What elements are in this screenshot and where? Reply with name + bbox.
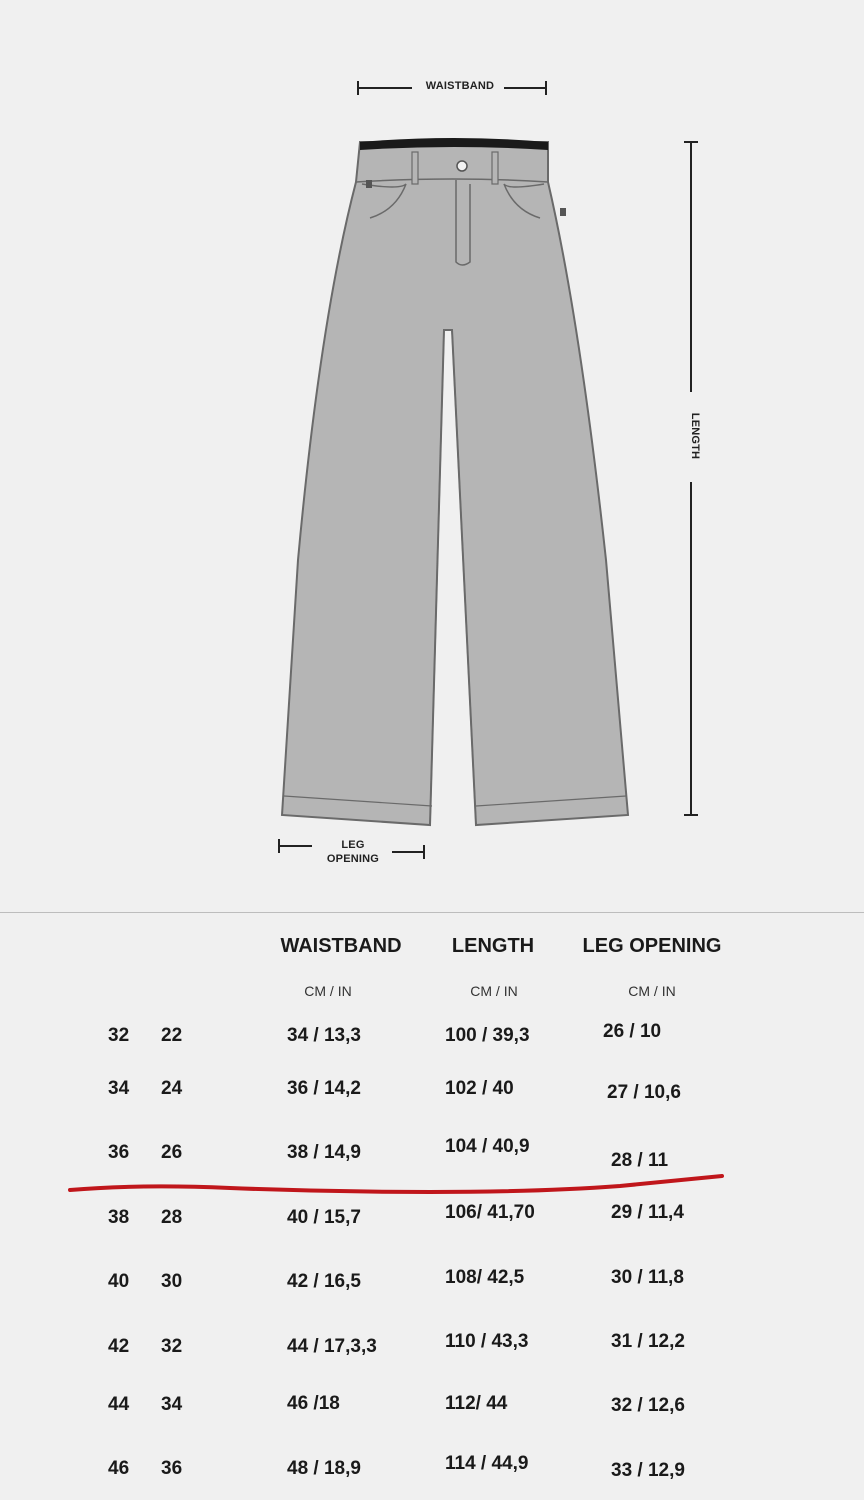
- table-row: [0, 1453, 864, 1488]
- section-divider: [0, 912, 864, 913]
- leg-opening-cell: 29 / 11,4: [611, 1202, 684, 1223]
- length-cell: 108/ 42,5: [445, 1267, 525, 1288]
- leg-opening-cell: 33 / 12,9: [611, 1460, 685, 1481]
- waistband-cell: 46 /18: [287, 1393, 340, 1414]
- eu-size-cell: 32: [161, 1336, 183, 1357]
- length-cell: 106/ 41,70: [445, 1202, 535, 1223]
- length-cell: 102 / 40: [445, 1078, 514, 1099]
- waistband-cell: 42 / 16,5: [287, 1271, 361, 1292]
- length-cell: 114 / 44,9: [445, 1453, 529, 1474]
- eu-size-cell: 28: [161, 1207, 183, 1228]
- size-cell: 44: [108, 1394, 130, 1415]
- leg-opening-cell: 32 / 12,6: [611, 1395, 685, 1416]
- leg-opening-cell: 31 / 12,2: [611, 1331, 685, 1352]
- waistband-cell: 40 / 15,7: [287, 1207, 361, 1228]
- waistband-cell: 44 / 17,3,3: [287, 1336, 377, 1357]
- waistband-cell: 38 / 14,9: [287, 1142, 361, 1163]
- leg-opening-cell: 30 / 11,8: [611, 1267, 684, 1288]
- size-cell: 38: [108, 1207, 130, 1228]
- size-cell: 34: [108, 1078, 130, 1099]
- size-cell: 42: [108, 1336, 130, 1357]
- leg-opening-label: [318, 838, 388, 866]
- waistband-cell: 34 / 13,3: [287, 1025, 361, 1046]
- size-cell: 40: [108, 1271, 130, 1292]
- waistband-cell: 36 / 14,2: [287, 1078, 361, 1099]
- eu-size-cell: 24: [161, 1078, 183, 1099]
- header-leg-opening: LEG OPENING: [582, 935, 722, 957]
- length-cell: 104 / 40,9: [445, 1136, 530, 1157]
- leg-opening-cell: 27 / 10,6: [607, 1082, 681, 1103]
- table-row: [0, 1078, 864, 1108]
- table-row: [0, 1267, 864, 1301]
- table-row: [0, 1202, 864, 1237]
- eu-size-cell: 30: [161, 1271, 183, 1292]
- header-waistband: WAISTBAND: [280, 935, 402, 957]
- leg-opening-label-line1: LEG: [341, 839, 365, 851]
- waistband-label: WAISTBAND: [425, 80, 495, 92]
- leg-opening-cell: 26 / 10: [603, 1021, 662, 1042]
- waistband-cell: 48 / 18,9: [287, 1458, 361, 1479]
- unit-leg-opening: CM / IN: [628, 983, 676, 999]
- table-row: [0, 1394, 864, 1424]
- red-underline-annotation: [70, 1176, 722, 1192]
- length-label: LENGTH: [689, 412, 701, 460]
- length-cell: 112/ 44: [445, 1393, 508, 1414]
- length-dimension-line: [684, 142, 698, 815]
- header-length: LENGTH: [451, 935, 535, 957]
- eu-size-cell: 34: [161, 1394, 183, 1415]
- length-cell: 110 / 43,3: [445, 1331, 529, 1352]
- unit-length: CM / IN: [470, 983, 518, 999]
- table-row: [0, 1136, 864, 1172]
- table-row: [0, 1331, 864, 1366]
- eu-size-cell: 36: [161, 1458, 183, 1479]
- unit-waistband: CM / IN: [304, 983, 352, 999]
- size-cell: 36: [108, 1142, 130, 1163]
- size-cell: 32: [108, 1025, 130, 1046]
- leg-opening-label-line2: OPENING: [326, 853, 380, 865]
- eu-size-cell: 26: [161, 1142, 183, 1163]
- eu-size-cell: 22: [161, 1025, 183, 1046]
- size-cell: 46: [108, 1458, 130, 1479]
- pants-shape: [282, 138, 628, 825]
- leg-opening-cell: 28 / 11: [611, 1150, 669, 1171]
- table-row: [0, 1021, 864, 1055]
- length-cell: 100 / 39,3: [445, 1025, 530, 1046]
